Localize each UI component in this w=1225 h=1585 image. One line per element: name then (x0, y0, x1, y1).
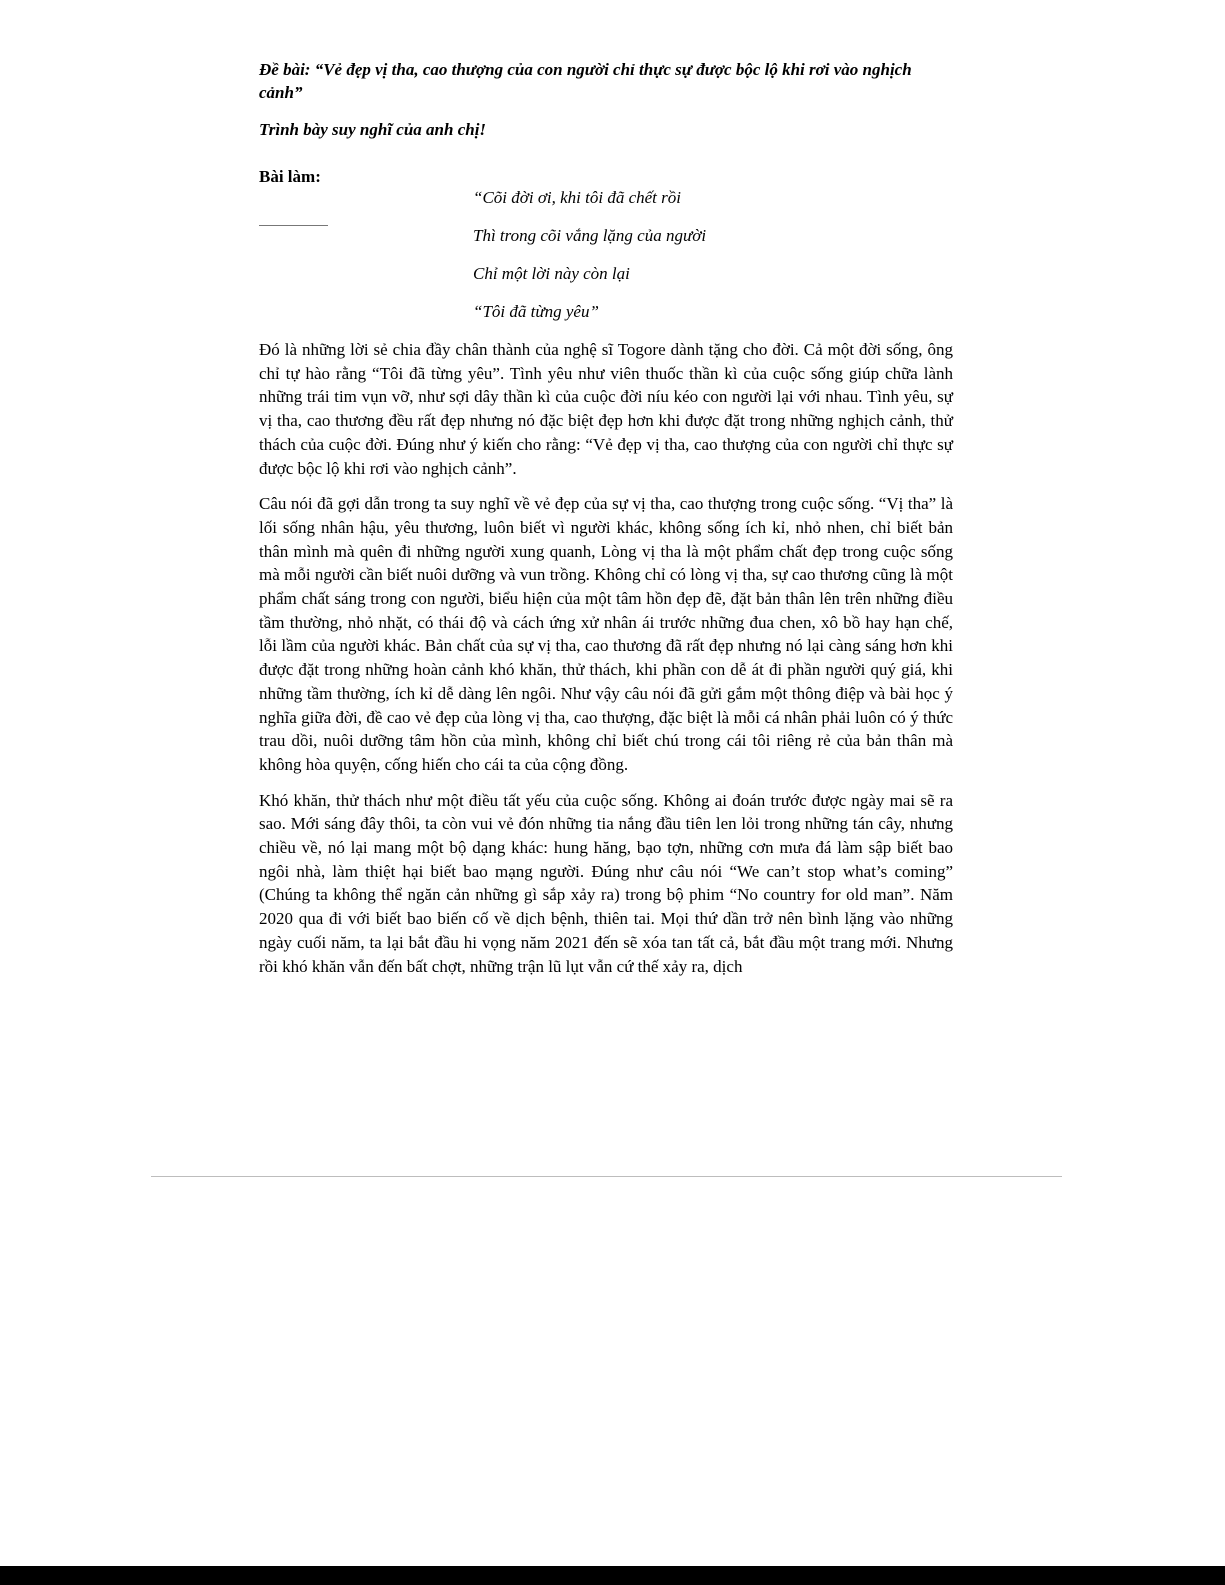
paragraph-discussion: Khó khăn, thử thách như một điều tất yếu của cuộc sống. Không ai đoán trước được ngày mai sẽ ra sao. Mới sáng đây thôi, ta còn vui vẻ đón những tia nắng đầu tiên len lỏi trong những tán cây, nhưng chiều về, nó lại mang một bộ dạng khác: hung hăng, bạo tợn, những cơn mưa đá làm sập biết bao ngôi nhà, làm thiệt hại biết bao mạng người. Đúng như câu nói “We can’t stop what’s coming” (Chúng ta không thể ngăn cản những gì sắp xảy ra) trong bộ phim “No country for old man”. Năm 2020 qua đi với biết bao biến cố về dịch bệnh, thiên tai. Mọi thứ dần trở nên bình lặng vào những ngày cuối năm, ta lại bắt đầu hi vọng năm 2021 đến sẽ xóa tan tất cả, bắt đầu một trang mới. Nhưng rồi khó khăn vẫn đến bất chợt, những trận lũ lụt vẫn cứ thế xảy ra, dịch (259, 790, 953, 976)
section-label: Bài làm: (259, 167, 321, 186)
document-body (259, 58, 953, 990)
screen-bottom-bar (0, 1566, 1225, 1585)
essay-prompt-instruction: Trình bày suy nghĩ của anh chị! (259, 120, 487, 139)
poem-line: Chỉ một lời này còn lại (473, 264, 630, 283)
essay-prompt-title: Đề bài: “Vẻ đẹp vị tha, cao thượng của con người chỉ thực sự được bộc lộ khi rơi vào nghịch cảnh” (259, 60, 912, 102)
label-underline-divider (259, 225, 328, 226)
poem-line: “Cõi đời ơi, khi tôi đã chết rồi (473, 188, 681, 207)
poem-quote (473, 186, 953, 323)
poem-line: “Tôi đã từng yêu” (473, 302, 599, 321)
paragraph-explanation: Câu nói đã gợi dẫn trong ta suy nghĩ về vẻ đẹp của sự vị tha, cao thượng trong cuộc sống. “Vị tha” là lối sống nhân hậu, yêu thương, luôn biết vì người khác, không sống ích kỉ, nhỏ nhen, chỉ biết bản thân mình mà quên đi những người xung quanh, Lòng vị tha là một phẩm chất đẹp trong cuộc sống mà mỗi người cần biết nuôi dưỡng và vun trồng. Không chỉ có lòng vị tha, sự cao thương cũng là một phẩm chất sáng trong con người, biểu hiện của một tâm hồn đẹp đẽ, đặt bản thân lên trên những điều tầm thường, nhỏ nhặt, có thái độ và cách ứng xử nhân ái trước những đua chen, xô bồ hay hạn chế, lỗi lầm của người khác. Bản chất của sự vị tha, cao thương đã rất đẹp nhưng nó lại càng sáng hơn khi được đặt trong những hoàn cảnh khó khăn, thử thách, khi phần con dễ át đi phần người quý giá, khi những tầm thường, ích kỉ dễ dàng lên ngôi. Như vậy câu nói đã gửi gắm một thông điệp và bài học ý nghĩa giữa đời, đề cao vẻ đẹp của lòng vị tha, cao thượng, đặc biệt là mỗi cá nhân phải luôn có ý thức trau dồi, nuôi dưỡng tâm hồn của mình, không chỉ biết chú trong cái tôi riêng rẻ của bản thân mà không hòa quyện, cống hiến cho cái ta của cộng đồng. (259, 494, 953, 774)
page-bottom-divider (151, 1176, 1062, 1177)
poem-line: Thì trong cõi vắng lặng của người (473, 226, 707, 245)
paragraph-intro: Đó là những lời sẻ chia đầy chân thành của nghệ sĩ Togore dành tặng cho đời. Cả một đời sống, ông chỉ tự hào rằng “Tôi đã từng yêu”. Tình yêu như viên thuốc thần kì của cuộc sống giúp chữa lành những trái tim vụn vỡ, như sợi dây thần kì của cuộc đời níu kéo con người lại với nhau. Tình yêu, sự vị tha, cao thương đều rất đẹp nhưng nó đặc biệt đẹp hơn khi được đặt trong những nghịch cảnh, thử thách của cuộc đời. Đúng như ý kiến cho rằng: “Vẻ đẹp vị tha, cao thượng của con người chỉ thực sự được bộc lộ khi rơi vào nghịch cảnh”. (259, 340, 953, 478)
